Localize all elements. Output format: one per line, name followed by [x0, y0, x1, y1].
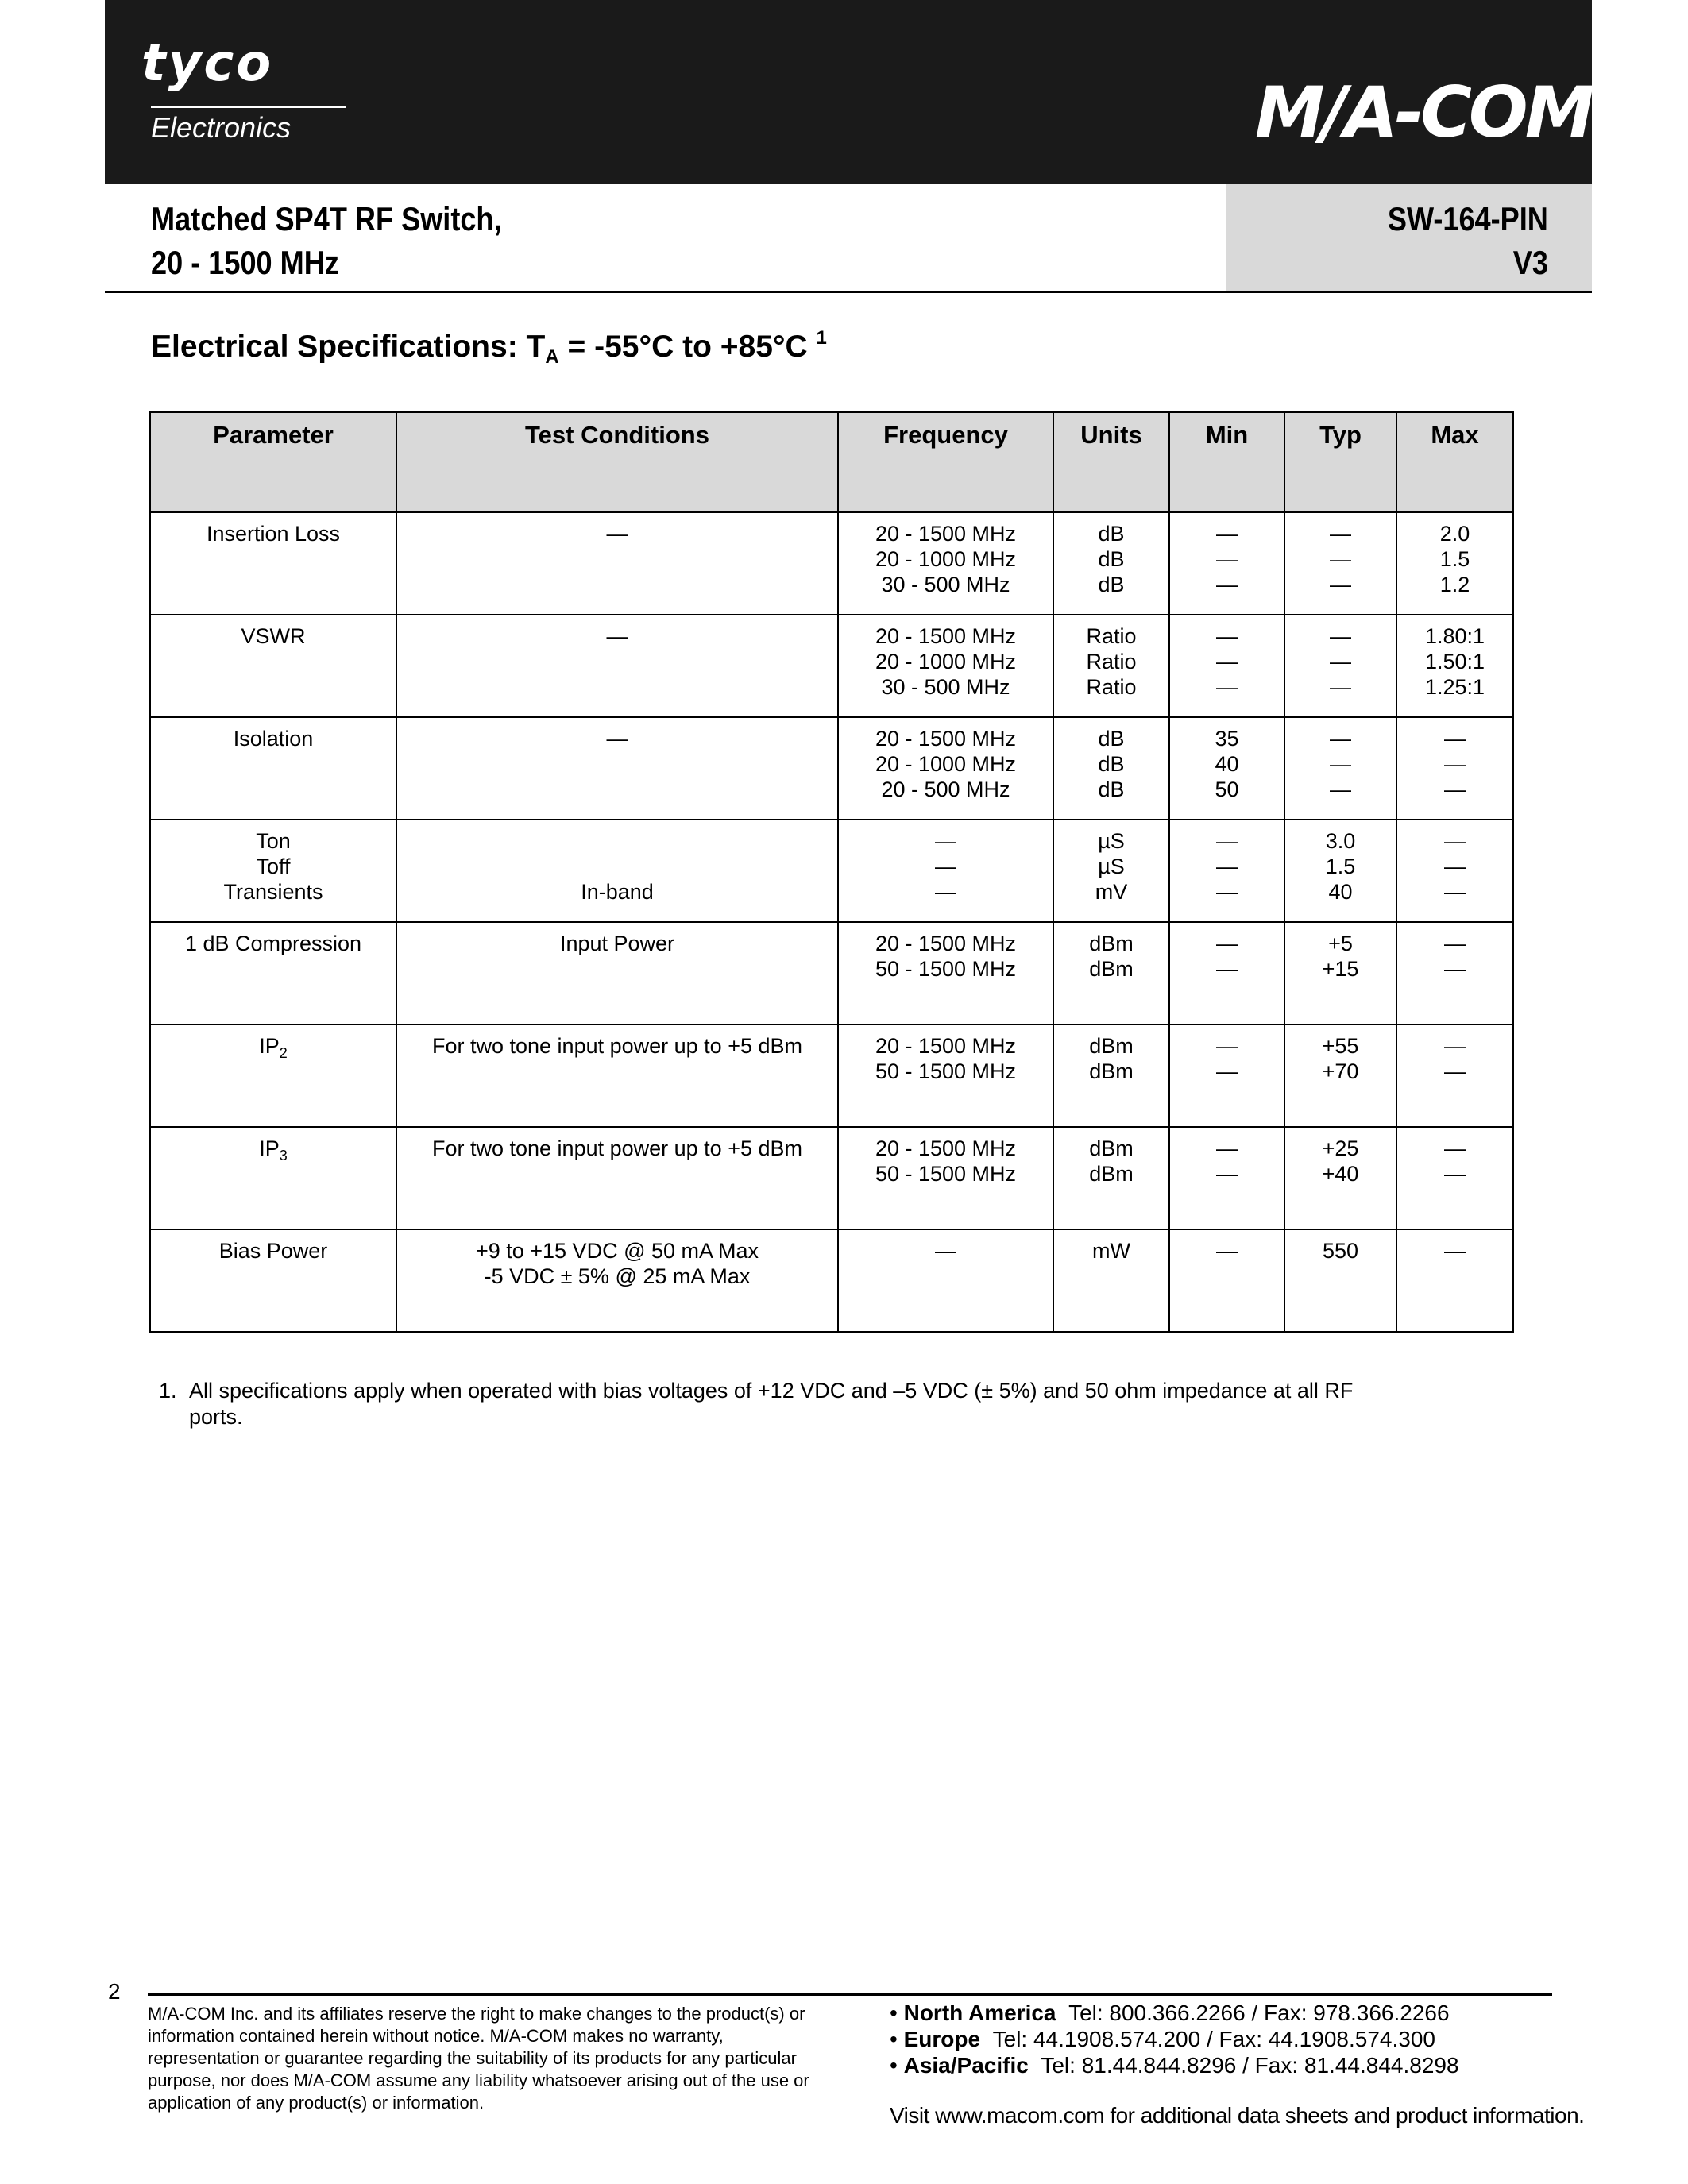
col-header-frequency: Frequency [838, 412, 1053, 512]
col-header-typ: Typ [1284, 412, 1396, 512]
page-number: 2 [108, 1979, 121, 2004]
electronics-label: Electronics [151, 111, 292, 144]
contact-europe: • Europe Tel: 44.1908.574.200 / Fax: 44.1908.574.300 [890, 2027, 1435, 2051]
tyco-logo-rule [151, 106, 346, 108]
cell-parameter: Insertion Loss [150, 512, 396, 615]
cell-max: — — — [1396, 820, 1513, 922]
cell-conditions: +9 to +15 VDC @ 50 mA Max -5 VDC ± 5% @ 25 mA Max [396, 1229, 838, 1332]
product-title-line1: Matched SP4T RF Switch, [151, 200, 502, 237]
table-row [150, 1024, 1513, 1127]
spec-heading [151, 327, 827, 369]
contact-list [890, 2000, 1459, 2078]
col-header-max: Max [1396, 412, 1513, 512]
cell-parameter [150, 1127, 396, 1229]
table-row [150, 820, 1513, 922]
cell-frequency: 20 - 1500 MHz 50 - 1500 MHz [838, 922, 1053, 1024]
cell-frequency: 20 - 1500 MHz 50 - 1500 MHz [838, 1127, 1053, 1229]
cell-max: — [1396, 1229, 1513, 1332]
cell-typ: — — — [1284, 512, 1396, 615]
cell-parameter: 1 dB Compression [150, 922, 396, 1024]
cell-conditions: — [396, 615, 838, 717]
cell-max: 2.0 1.5 1.2 [1396, 512, 1513, 615]
cell-typ: +55 +70 [1284, 1024, 1396, 1127]
footer-divider [148, 1993, 1552, 1996]
cell-units: dB dB dB [1053, 717, 1169, 820]
cell-conditions: — [396, 717, 838, 820]
table-row [150, 1229, 1513, 1332]
cell-units: Ratio Ratio Ratio [1053, 615, 1169, 717]
cell-conditions: — [396, 512, 838, 615]
cell-conditions: In-band [396, 820, 838, 922]
cell-units: mW [1053, 1229, 1169, 1332]
electrical-spec-table [149, 411, 1514, 1333]
cell-parameter [150, 1024, 396, 1127]
contact-asia-pacific: • Asia/Pacific Tel: 81.44.844.8296 / Fax: 81.44.844.8298 [890, 2053, 1459, 2078]
cell-conditions: Input Power [396, 922, 838, 1024]
cell-typ: +25 +40 [1284, 1127, 1396, 1229]
product-title-line2: 20 - 1500 MHz [151, 244, 339, 281]
disclaimer: M/A-COM Inc. and its affiliates reserve the right to make changes to the product(s) or information contained herein without notice. M/A-COM makes no warranty, representation or guarantee regarding the suitability of its products for any particular purpose, nor does M/A-COM assume any liability whatsoever arising out of the use or application of any product(s) or information. [148, 2004, 809, 2113]
cell-frequency: 20 - 1500 MHz 20 - 1000 MHz 30 - 500 MHz [838, 512, 1053, 615]
product-title [151, 197, 502, 284]
table-row [150, 922, 1513, 1024]
cell-frequency: — [838, 1229, 1053, 1332]
cell-min: — — [1169, 1024, 1284, 1127]
cell-conditions: For two tone input power up to +5 dBm [396, 1024, 838, 1127]
table-row [150, 615, 1513, 717]
contact-north-america: • North America Tel: 800.366.2266 / Fax: 978.366.2266 [890, 2001, 1450, 2025]
cell-parameter: VSWR [150, 615, 396, 717]
contact-info: Tel: 800.366.2266 / Fax: 978.366.2266 [1068, 2001, 1450, 2025]
cell-min: — — [1169, 1127, 1284, 1229]
footnote-text: All specifications apply when operated with bias voltages of +12 VDC and –5 VDC (± 5%) and 50 ohm impedance at all RF ports. [189, 1379, 1354, 1429]
cell-typ: — — — [1284, 717, 1396, 820]
cell-typ: — — — [1284, 615, 1396, 717]
spec-heading-prefix: Electrical Specifications: T [151, 330, 546, 364]
cell-typ: 3.0 1.5 40 [1284, 820, 1396, 922]
cell-max: — — [1396, 1024, 1513, 1127]
cell-typ: 550 [1284, 1229, 1396, 1332]
cell-min: 35 40 50 [1169, 717, 1284, 820]
cell-typ: +5 +15 [1284, 922, 1396, 1024]
macom-logo: M/A-COM [1255, 71, 1592, 153]
contact-region: North America [903, 2001, 1056, 2025]
cell-units: dBm dBm [1053, 1127, 1169, 1229]
footnote-number: 1. [159, 1379, 177, 1403]
cell-min: — — — [1169, 615, 1284, 717]
cell-parameter: Isolation [150, 717, 396, 820]
col-header-test-conditions: Test Conditions [396, 412, 838, 512]
cell-units: µS µS mV [1053, 820, 1169, 922]
ip3-label: $IP_3$ [259, 1136, 288, 1163]
cell-max: 1.80:1 1.50:1 1.25:1 [1396, 615, 1513, 717]
tyco-logo: tyco [141, 34, 274, 93]
table-row [150, 717, 1513, 820]
col-header-min: Min [1169, 412, 1284, 512]
part-number-block [1388, 197, 1548, 284]
revision: V3 [1512, 244, 1548, 281]
cell-parameter: Bias Power [150, 1229, 396, 1332]
cell-frequency: 20 - 1500 MHz 50 - 1500 MHz [838, 1024, 1053, 1127]
cell-parameter: Ton Toff Transients [150, 820, 396, 922]
cell-max: — — [1396, 922, 1513, 1024]
cell-min: — — — [1169, 820, 1284, 922]
title-divider [105, 291, 1592, 293]
cell-min: — [1169, 1229, 1284, 1332]
cell-units: dB dB dB [1053, 512, 1169, 615]
cell-min: — — [1169, 922, 1284, 1024]
col-header-parameter: Parameter [150, 412, 396, 512]
table-row [150, 512, 1513, 615]
contact-region: Asia/Pacific [903, 2053, 1029, 2078]
cell-units: dBm dBm [1053, 1024, 1169, 1127]
website-note: Visit www.macom.com for additional data sheets and product information. [890, 2103, 1585, 2128]
cell-max: — — — [1396, 717, 1513, 820]
cell-frequency: 20 - 1500 MHz 20 - 1000 MHz 20 - 500 MHz [838, 717, 1053, 820]
cell-frequency: 20 - 1500 MHz 20 - 1000 MHz 30 - 500 MHz [838, 615, 1053, 717]
col-header-units: Units [1053, 412, 1169, 512]
cell-min: — — — [1169, 512, 1284, 615]
spec-heading-subscript: A [545, 346, 559, 368]
cell-max: — — [1396, 1127, 1513, 1229]
contact-info: Tel: 44.1908.574.200 / Fax: 44.1908.574.300 [992, 2027, 1435, 2051]
ip2-label: $IP_2$ [259, 1034, 288, 1061]
cell-frequency: — — — [838, 820, 1053, 922]
part-number: SW-164-PIN [1387, 200, 1548, 237]
table-header-row [150, 412, 1513, 512]
footnote [159, 1378, 1398, 1430]
spec-heading-condition: = -55°C to +85°C [558, 330, 817, 364]
cell-units: dBm dBm [1053, 922, 1169, 1024]
contact-info: Tel: 81.44.844.8296 / Fax: 81.44.844.8298 [1041, 2053, 1459, 2078]
cell-conditions: For two tone input power up to +5 dBm [396, 1127, 838, 1229]
spec-heading-footnote-mark: 1 [816, 327, 827, 349]
table-row [150, 1127, 1513, 1229]
contact-region: Europe [903, 2027, 981, 2051]
